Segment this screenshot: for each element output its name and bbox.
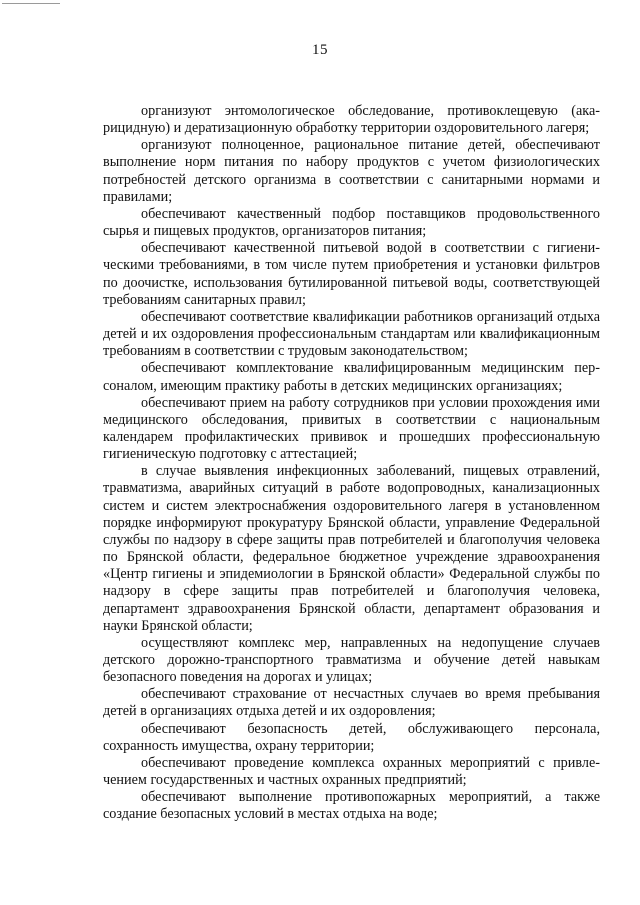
page-number: 15	[312, 42, 328, 58]
paragraph-safety-security: обеспечивают безопасность детей, обслуживающего персонала, сохранность имущества, охрану территории;	[103, 720, 600, 754]
scan-corner-mark	[2, 0, 60, 4]
document-body	[103, 103, 600, 824]
paragraph-fire-water-safety: обеспечивают выполнение противопожарных мероприятий, а также создание безопасных условий в местах отдыха на воде;	[103, 789, 600, 823]
paragraph-staff-qualification: обеспечивают соответствие квалификации работников организаций отдыха детей и их оздоровления профессиональным стандартам или квалификационным требованиям в соответствии с трудовым законодательством;	[103, 308, 600, 360]
paragraph-entomological-survey: организуют энтомологическое обследование, противоклещевую (акарицидную) и дератизационную обработку территории оздоровительного лагеря;	[103, 103, 600, 137]
paragraph-hiring-conditions: обеспечивают прием на работу сотрудников при условии прохождения ими медицинского обследования, привитых в соответствии с национальным календарем профилактических прививок и прошедших профессиональную гигиеническую подготовку с аттестацией;	[103, 394, 600, 463]
paragraph-suppliers: обеспечивают качественный подбор поставщиков продовольственного сырья и пищевых продуктов, организаторов питания;	[103, 205, 600, 240]
paragraph-road-safety: осуществляют комплекс мер, направленных на недопущение случаев детского дорожно-транспортного травматизма и обучение детей навыкам безопасного поведения на дорогах и улицах;	[103, 634, 600, 686]
paragraph-incident-reporting: в случае выявления инфекционных заболеваний, пищевых отравлений, травматизма, аварийных ситуаций в работе водопроводных, канализационных систем и систем электроснабжения оздоровительного лагеря в установленном порядке информируют прокуратуру Брянской области, управление Федеральной службы по надзору в сфере защиты прав потребителей и благополучия человека по Брянской области, федеральное бюджетное учреждение здравоохранения «Центр гигиены и эпидемиологии в Брянской области» Федеральной службы по надзору в сфере защиты прав потребителей и благополучия человека, департамент здравоохранения Брянской области, департамент образования и науки Брянской области;	[103, 463, 600, 634]
paragraph-nutrition: организуют полноценное, рациональное питание детей, обеспечивают выполнение норм питания по набору продуктов с учетом физиологических потребностей детского организма в соответствии с санитарными нормами и правилами;	[103, 137, 600, 205]
paragraph-guard-services: обеспечивают проведение комплекса охранных мероприятий с привлечением государственных и частных охранных предприятий;	[103, 754, 600, 789]
paragraph-drinking-water: обеспечивают качественной питьевой водой в соответствии с гигиеническими требованиями, в том числе путем приобретения и установки фильтров по доочистке, использования бутилированной питьевой воды, соответствующей требованиям санитарных правил;	[103, 240, 600, 308]
paragraph-accident-insurance: обеспечивают страхование от несчастных случаев во время пребывания детей в организациях отдыха детей и их оздоровления;	[103, 686, 600, 720]
paragraph-medical-staff: обеспечивают комплектование квалифицированным медицинским персоналом, имеющим практику работы в детских медицинских организациях;	[103, 360, 600, 394]
